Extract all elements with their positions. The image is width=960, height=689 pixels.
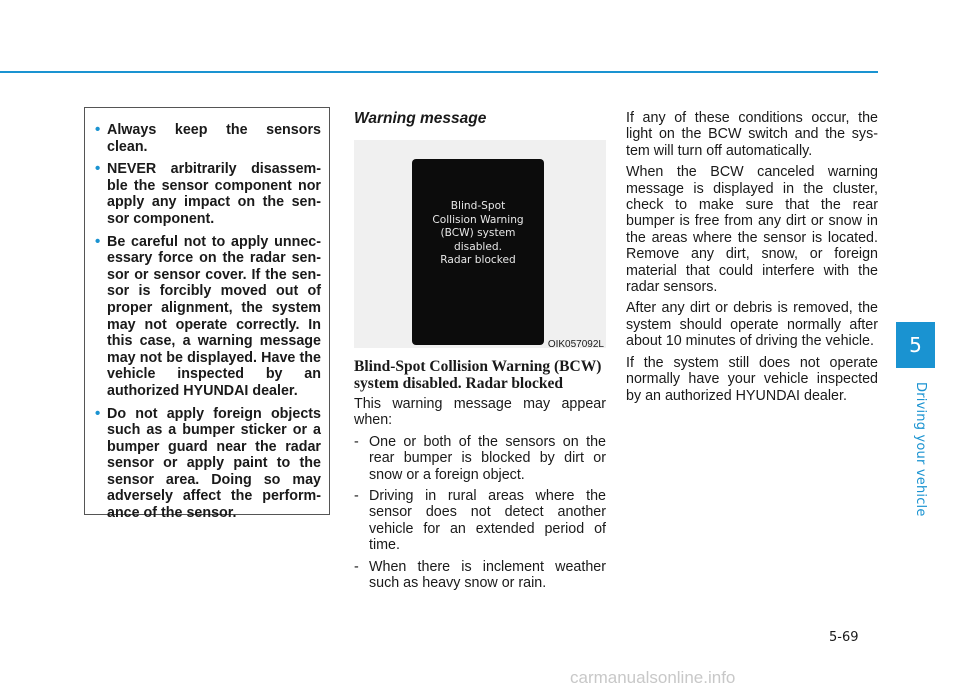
caution-item: • Do not apply foreign objects such as a bumper sticker or a bumper guard near the radar sensor or apply paint to the sensor area. Doing so may adversely affect the perform- ance of the sensor. <box>95 404 321 522</box>
caution-item: • NEVER arbitrarily disassem- ble the sensor component nor apply any impact on the sen- sor component. <box>95 160 321 227</box>
display-line: (BCW) system <box>440 227 516 240</box>
page-number: 5-69 <box>829 630 859 645</box>
right-column <box>626 110 878 409</box>
bullet-icon: • <box>95 232 101 250</box>
warning-section <box>354 110 606 596</box>
paragraph: When the BCW canceled warning message is displayed in the cluster, check to make sure that the rear bumper is free from any dirt or snow in the areas where the sensor is located. Remove any dirt, snow, or foreign material that could interfere with the radar sensors. <box>626 164 878 296</box>
paragraph: If any of these conditions occur, the light on the BCW switch and the sys- tem will turn off automatically. <box>626 110 878 159</box>
figure-code: OIK057092L <box>547 339 604 350</box>
display-message <box>415 200 541 268</box>
chapter-number: 5 <box>909 333 922 357</box>
header-rule <box>0 71 878 73</box>
intro-text: This warning message may appear when: <box>354 396 606 429</box>
condition-item: - When there is inclement weather such as heavy snow or rain. <box>354 558 606 592</box>
display-line: Blind-Spot <box>450 200 506 213</box>
message-heading: Blind-Spot Collision Warning (BCW) system disabled. Radar blocked <box>354 358 602 392</box>
condition-item: - Driving in rural areas where the sensor does not detect another vehicle for an extended period of time. <box>354 488 606 554</box>
caution-list <box>97 122 321 522</box>
cluster-figure <box>354 140 606 348</box>
caution-item: • Be careful not to apply unnec- essary force on the radar sen- sor or sensor cover. If the sen- sor is forcibly moved out of proper alignment, the system may not operate correctly. In this case, a warning message may not be displayed. Have the vehicle inspected by an authorized HYUNDAI dealer. <box>95 232 321 399</box>
caution-box <box>84 107 330 522</box>
condition-item: - One or both of the sensors on the rear bumper is blocked by dirt or snow or a foreign object. <box>354 433 606 483</box>
conditions-list <box>354 434 606 592</box>
watermark: carmanualsonline.info <box>570 668 736 687</box>
chapter-tab <box>896 322 935 368</box>
bullet-icon: • <box>95 404 101 422</box>
paragraph: If the system still does not operate normally have your vehicle inspected by an authorized HYUNDAI dealer. <box>626 354 878 404</box>
caution-item: • Always keep the sensors clean. <box>95 121 321 155</box>
section-heading: Warning message <box>354 110 487 127</box>
bullet-icon: • <box>95 121 101 138</box>
display-line: disabled. <box>454 240 502 253</box>
bullet-icon: • <box>95 160 101 178</box>
display-line: Collision Warning <box>432 213 524 226</box>
chapter-title: Driving your vehicle <box>913 382 928 517</box>
paragraph: After any dirt or debris is removed, the system should operate normally after about 10 minutes of driving the vehicle. <box>626 300 878 350</box>
cluster-display <box>412 159 544 345</box>
display-line: Radar blocked <box>440 254 516 267</box>
